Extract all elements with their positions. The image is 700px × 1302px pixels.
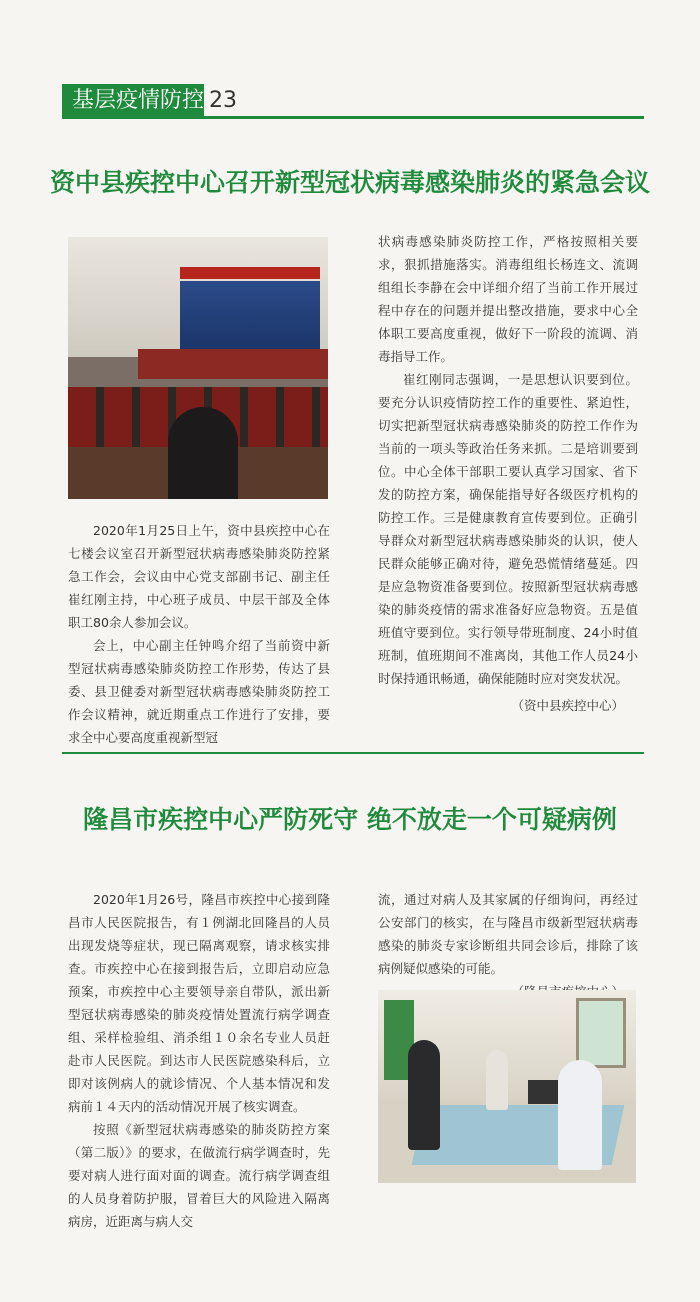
header-rule bbox=[62, 116, 644, 119]
page-number: 23 bbox=[209, 88, 237, 113]
meeting-photo bbox=[68, 237, 328, 499]
article1-paragraph: 2020年1月25日上午，资中县疾控中心在七楼会议室召开新型冠状病毒感染肺炎防控紧急工作会，会议由中心党支部副书记、副主任崔红刚主持，中心班子成员、中层干部及全体职工80余人参加会议。 bbox=[68, 523, 330, 630]
article1-left-column bbox=[68, 519, 330, 749]
article2-title: 隆昌市疾控中心严防死守 绝不放走一个可疑病例 bbox=[83, 805, 617, 834]
article2-paragraph: 按照《新型冠状病毒感染的肺炎防控方案（第二版）》的要求，在做流行病学调查时，先要对病人进行面对面的调查。流行病学调查组的人员身着防护服，冒着巨大的风险进入隔离病房，近距离与病人交 bbox=[68, 1122, 330, 1229]
article1-right-column bbox=[378, 230, 638, 717]
office-photo bbox=[378, 990, 636, 1183]
section-divider bbox=[62, 752, 644, 754]
article1-paragraph: 崔红刚同志强调，一是思想认识要到位。要充分认识疫情防控工作的重要性、紧迫性，切实把新型冠状病毒感染肺炎的防控工作作为当前的一项头等政治任务来抓。二是培训要到位。中心全体干部职工要认真学习国家、省下发的防控方案，确保能指导好各级医疗机构的防控工作。三是健康教育宣传要到位。正确引导群众对新型冠状病毒感染肺炎的认识，使人民群众能够正确对待，避免恐慌情绪蔓延。四是应急物资准备要到位。按照新型冠状病毒感染的肺炎疫情的需求准备好应急物资。五是值班值守要到位。实行领导带班制度、24小时值班制，值班期间不准离岗，其他工作人员24小时保持通讯畅通，确保能随时应对突发状况。 bbox=[378, 372, 638, 686]
section-header-tag: 基层疫情防控 bbox=[62, 84, 204, 117]
article1-title: 资中县疾控中心召开新型冠状病毒感染肺炎的紧急会议 bbox=[49, 168, 650, 197]
article1-paragraph-continued: 状病毒感染肺炎防控工作，严格按照相关要求，狠抓措施落实。消毒组组长杨连文、流调组组长李静在会中详细介绍了当前工作开展过程中存在的问题并提出整改措施，要求中心全体职工要高度重视，做好下一阶段的流调、消毒指导工作。 bbox=[378, 234, 638, 364]
article2-paragraph: 2020年1月26号，隆昌市疾控中心接到隆昌市人民医院报告，有１例湖北回隆昌的人员出现发烧等症状，现已隔离观察，请求核实排查。市疾控中心在接到报告后，立即启动应急预案，市疾控中心主要领导亲自带队，派出新型冠状病毒感染的肺炎疫情处置流行病学调查组、采样检验组、消杀组１０余名专业人员赶赴市人民医院。到达市人民医院感染科后，立即对该例病人的就诊情况、个人基本情况和发病前１４天内的活动情况开展了核实调查。 bbox=[68, 892, 330, 1114]
article2-right-column bbox=[378, 888, 638, 1003]
article2-paragraph-continued: 流，通过对病人及其家属的仔细询问，再经过公安部门的核实，在与隆昌市级新型冠状病毒感染的肺炎专家诊断组共同会诊后，排除了该病例疑似感染的可能。 bbox=[378, 892, 638, 976]
article1-paragraph: 会上，中心副主任钟鸣介绍了当前资中新型冠状病毒感染肺炎防控工作形势，传达了县委、县卫健委对新型冠状病毒感染肺炎防控工作会议精神，就近期重点工作进行了安排，要求全中心要高度重视新型冠 bbox=[68, 638, 330, 745]
article2-left-column bbox=[68, 888, 330, 1233]
article1-source: （资中县疾控中心） bbox=[511, 698, 624, 713]
